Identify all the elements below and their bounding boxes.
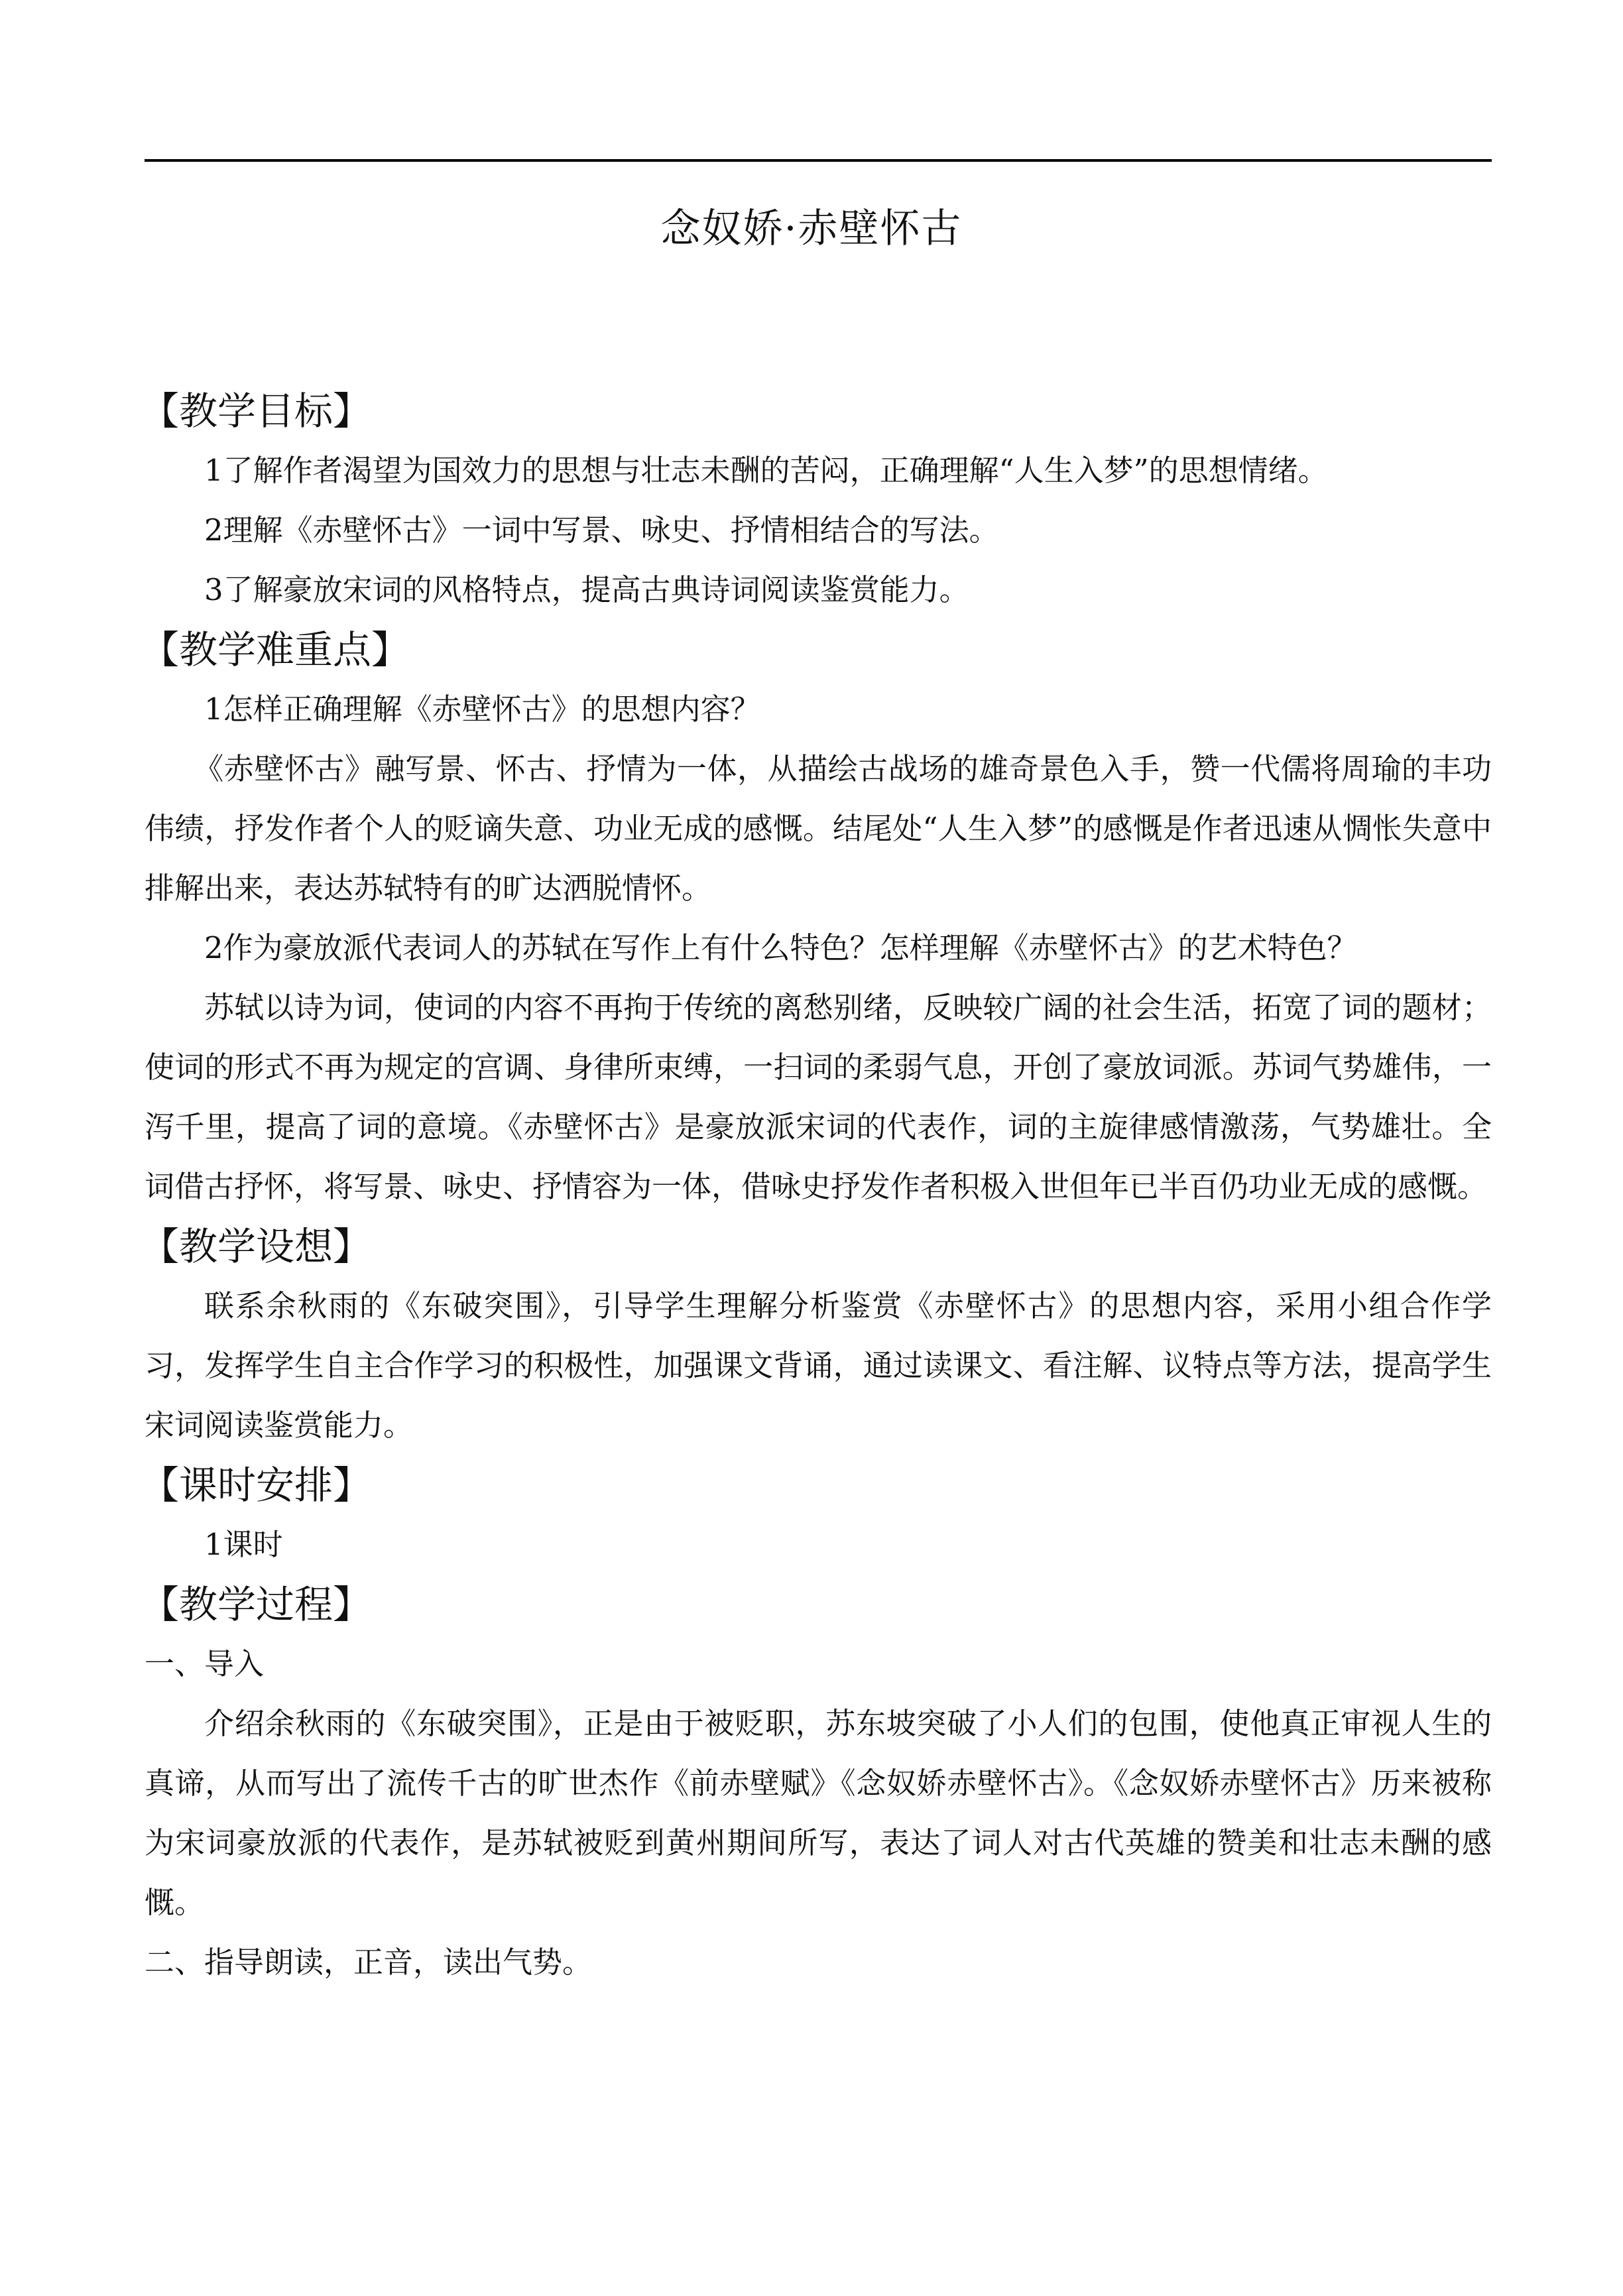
document-body: [141, 381, 1492, 1992]
page-title: 念奴娇·赤壁怀古: [660, 206, 963, 252]
goal-item: 2理解《赤壁怀古》一词中写景、咏史、抒情相结合的写法。: [204, 513, 999, 548]
key-question-1: 1怎样正确理解《赤壁怀古》的思想内容？: [204, 692, 760, 727]
goal-item: 1了解作者渴望为国效力的思想与壮志未酬的苦闷，正确理解“人生入梦”的思想情绪。: [204, 453, 1328, 488]
design-heading: 【教学设想】: [141, 1224, 372, 1269]
key-points-heading: 【教学难重点】: [141, 627, 410, 672]
process-step-2-title: 二、指导朗读，正音，读出气势。: [145, 1945, 593, 1980]
process-heading: 【教学过程】: [141, 1582, 372, 1627]
key-question-2: 2作为豪放派代表词人的苏轼在写作上有什么特色？怎样理解《赤壁怀古》的艺术特色？: [204, 930, 1357, 965]
design-text: 联系余秋雨的《东破突围》，引导学生理解分析鉴赏《赤壁怀古》的思想内容，采用小组合作学习，发挥学生自主合作学习的积极性，加强课文背诵，通过读课文、看注解、议特点等方法，提高学生宋词阅读鉴赏能力。: [145, 1288, 1492, 1443]
schedule-text: 1课时: [204, 1527, 283, 1562]
key-answer-1: 《赤壁怀古》融写景、怀古、抒情为一体，从描绘古战场的雄奇景色入手，赞一代儒将周瑜的丰功伟绩，抒发作者个人的贬谪失意、功业无成的感慨。结尾处“人生入梦”的感慨是作者迅速从惆怅失意中排解出来，表达苏轼特有的旷达洒脱情怀。: [145, 751, 1492, 906]
schedule-heading: 【课时安排】: [141, 1463, 372, 1508]
header-rule: [145, 159, 1492, 162]
process-step-1-title: 一、导入: [145, 1646, 265, 1681]
goals-heading: 【教学目标】: [141, 389, 372, 434]
process-step-1-text: 介绍余秋雨的《东破突围》，正是由于被贬职，苏东坡突破了小人们的包围，使他真正审视人生的真谛，从而写出了流传千古的旷世杰作《前赤壁赋》《念奴娇赤壁怀古》。《念奴娇赤壁怀古》历来被称为宋词豪放派的代表作，是苏轼被贬到黄州期间所写，表达了词人对古代英雄的赞美和壮志未酬的感慨。: [145, 1706, 1492, 1920]
goal-item: 3了解豪放宋词的风格特点，提高古典诗词阅读鉴赏能力。: [204, 572, 969, 607]
key-answer-2: 苏轼以诗为词，使词的内容不再拘于传统的离愁别绪，反映较广阔的社会生活，拓宽了词的题材；使词的形式不再为规定的宫调、身律所束缚，一扫词的柔弱气息，开创了豪放词派。苏词气势雄伟，一泻千里，提高了词的意境。《赤壁怀古》是豪放派宋词的代表作，词的主旋律感情激荡，气势雄壮。全词借古抒怀，将写景、咏史、抒情容为一体，借咏史抒发作者积极入世但年已半百仍功业无成的感慨。: [145, 990, 1492, 1204]
